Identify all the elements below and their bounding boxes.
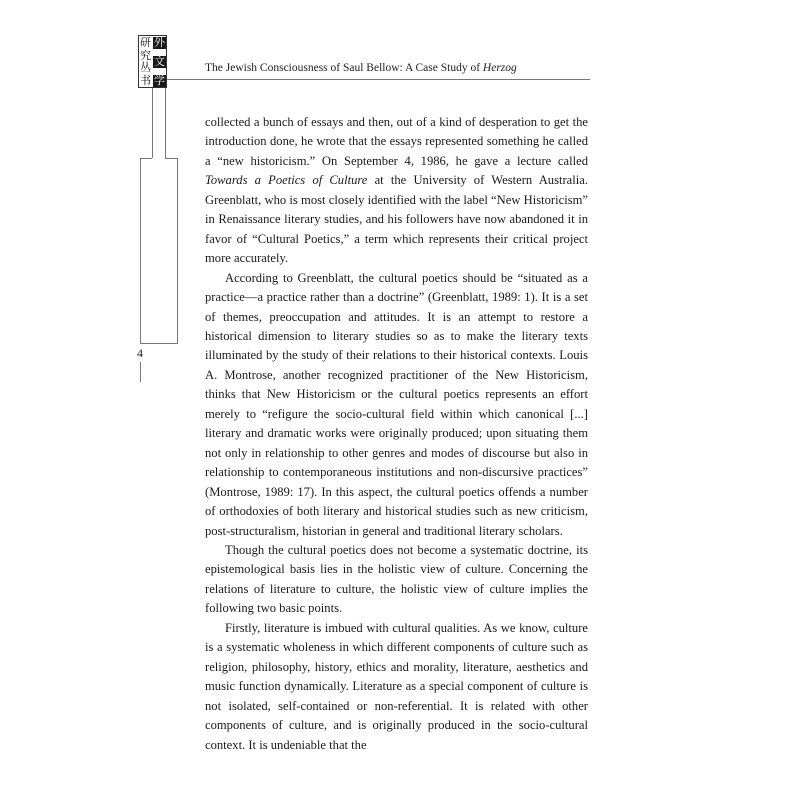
margin-rule-inner (177, 158, 178, 343)
lecture-title: Towards a Poetics of Culture (205, 173, 368, 188)
logo-char: 究 (140, 48, 151, 62)
running-head-italic: Herzog (482, 62, 517, 74)
paragraph (205, 113, 588, 269)
series-logo-column-left (139, 37, 152, 87)
paragraph: Firstly, literature is imbued with cultural qualities. As we know, culture is a systematic wholeness in which different components of culture such as religion, philosophy, history, ethics and morality, literature, aesthetics and music function dynamically. Literature as a special component of culture is not isolated, self-contained or non-referential. It is related with other components of culture, and is originally produced in the socio-cultural context. It is undeniable that the (205, 620, 588, 752)
body-text (205, 113, 588, 755)
margin-rule-step (165, 158, 177, 159)
series-logo (139, 37, 166, 87)
paragraph-text: collected a bunch of essays and then, out of a kind of desperation to get the introduction done, he wrote that the essays represented something he called a “new historicism.” On September 4, 1986, he gave a lecture called (205, 115, 588, 168)
logo-char: 书 (140, 73, 151, 87)
margin-rule-join (140, 343, 178, 344)
paragraph: Though the cultural poetics does not become a systematic doctrine, its epistemological basis lies in the holistic view of culture. Concerning the relations of literature to culture, the holistic view of culture implies the following two basic points. (205, 542, 588, 616)
margin-rule-outer (140, 158, 141, 343)
margin-rule-inner (165, 88, 166, 158)
header-rule (167, 79, 590, 80)
margin-rule-tail (140, 362, 141, 382)
logo-char: 文 (154, 55, 165, 68)
logo-char: 研 (140, 36, 151, 49)
margin-rule-step (140, 158, 152, 159)
series-logo-column-right (153, 37, 166, 87)
page-number: 4 (137, 346, 143, 360)
logo-char: 外 (154, 36, 165, 49)
margin-rule-outer (152, 88, 153, 158)
paragraph: According to Greenblatt, the cultural poetics should be “situated as a practice—a practice rather than a doctrine” (Greenblatt, 1989: 1). It is a set of themes, preoccupation and attitudes. It is an attempt to restore a historical dimension to literary studies so as to make the literary texts illuminated by the study of their relations to their historical contexts. Louis A. Montrose, another recognized practitioner of the New Historicism, thinks that New Historicism or the cultural poetics represents an effort merely to “refigure the socio-cultural field within which canonical [...] literary and dramatic works were originally produced; upon situating them not only in relationship to other genres and modes of discourse but also in relationship to contemporaneous institutions and non-discursive practices” (Montrose, 1989: 17). In this aspect, the cultural poetics offends a number of orthodoxies of both literary and historical studies such as new criticism, post-structuralism, historian in general and traditional literary scholars. (205, 270, 588, 538)
running-head (205, 62, 590, 74)
paragraph-text: at the University of Western Australia. Greenblatt, who is most closely identified with the label “New Historicism” in Renaissance literary studies, and his followers have now abandoned it in favor of “Cultural Poetics,” a term which represents their critical project more accurately. (205, 173, 588, 266)
logo-char: 丛 (140, 61, 151, 75)
running-head-text: The Jewish Consciousness of Saul Bellow: A Case Study of (205, 62, 483, 74)
logo-char: 学 (154, 74, 165, 87)
